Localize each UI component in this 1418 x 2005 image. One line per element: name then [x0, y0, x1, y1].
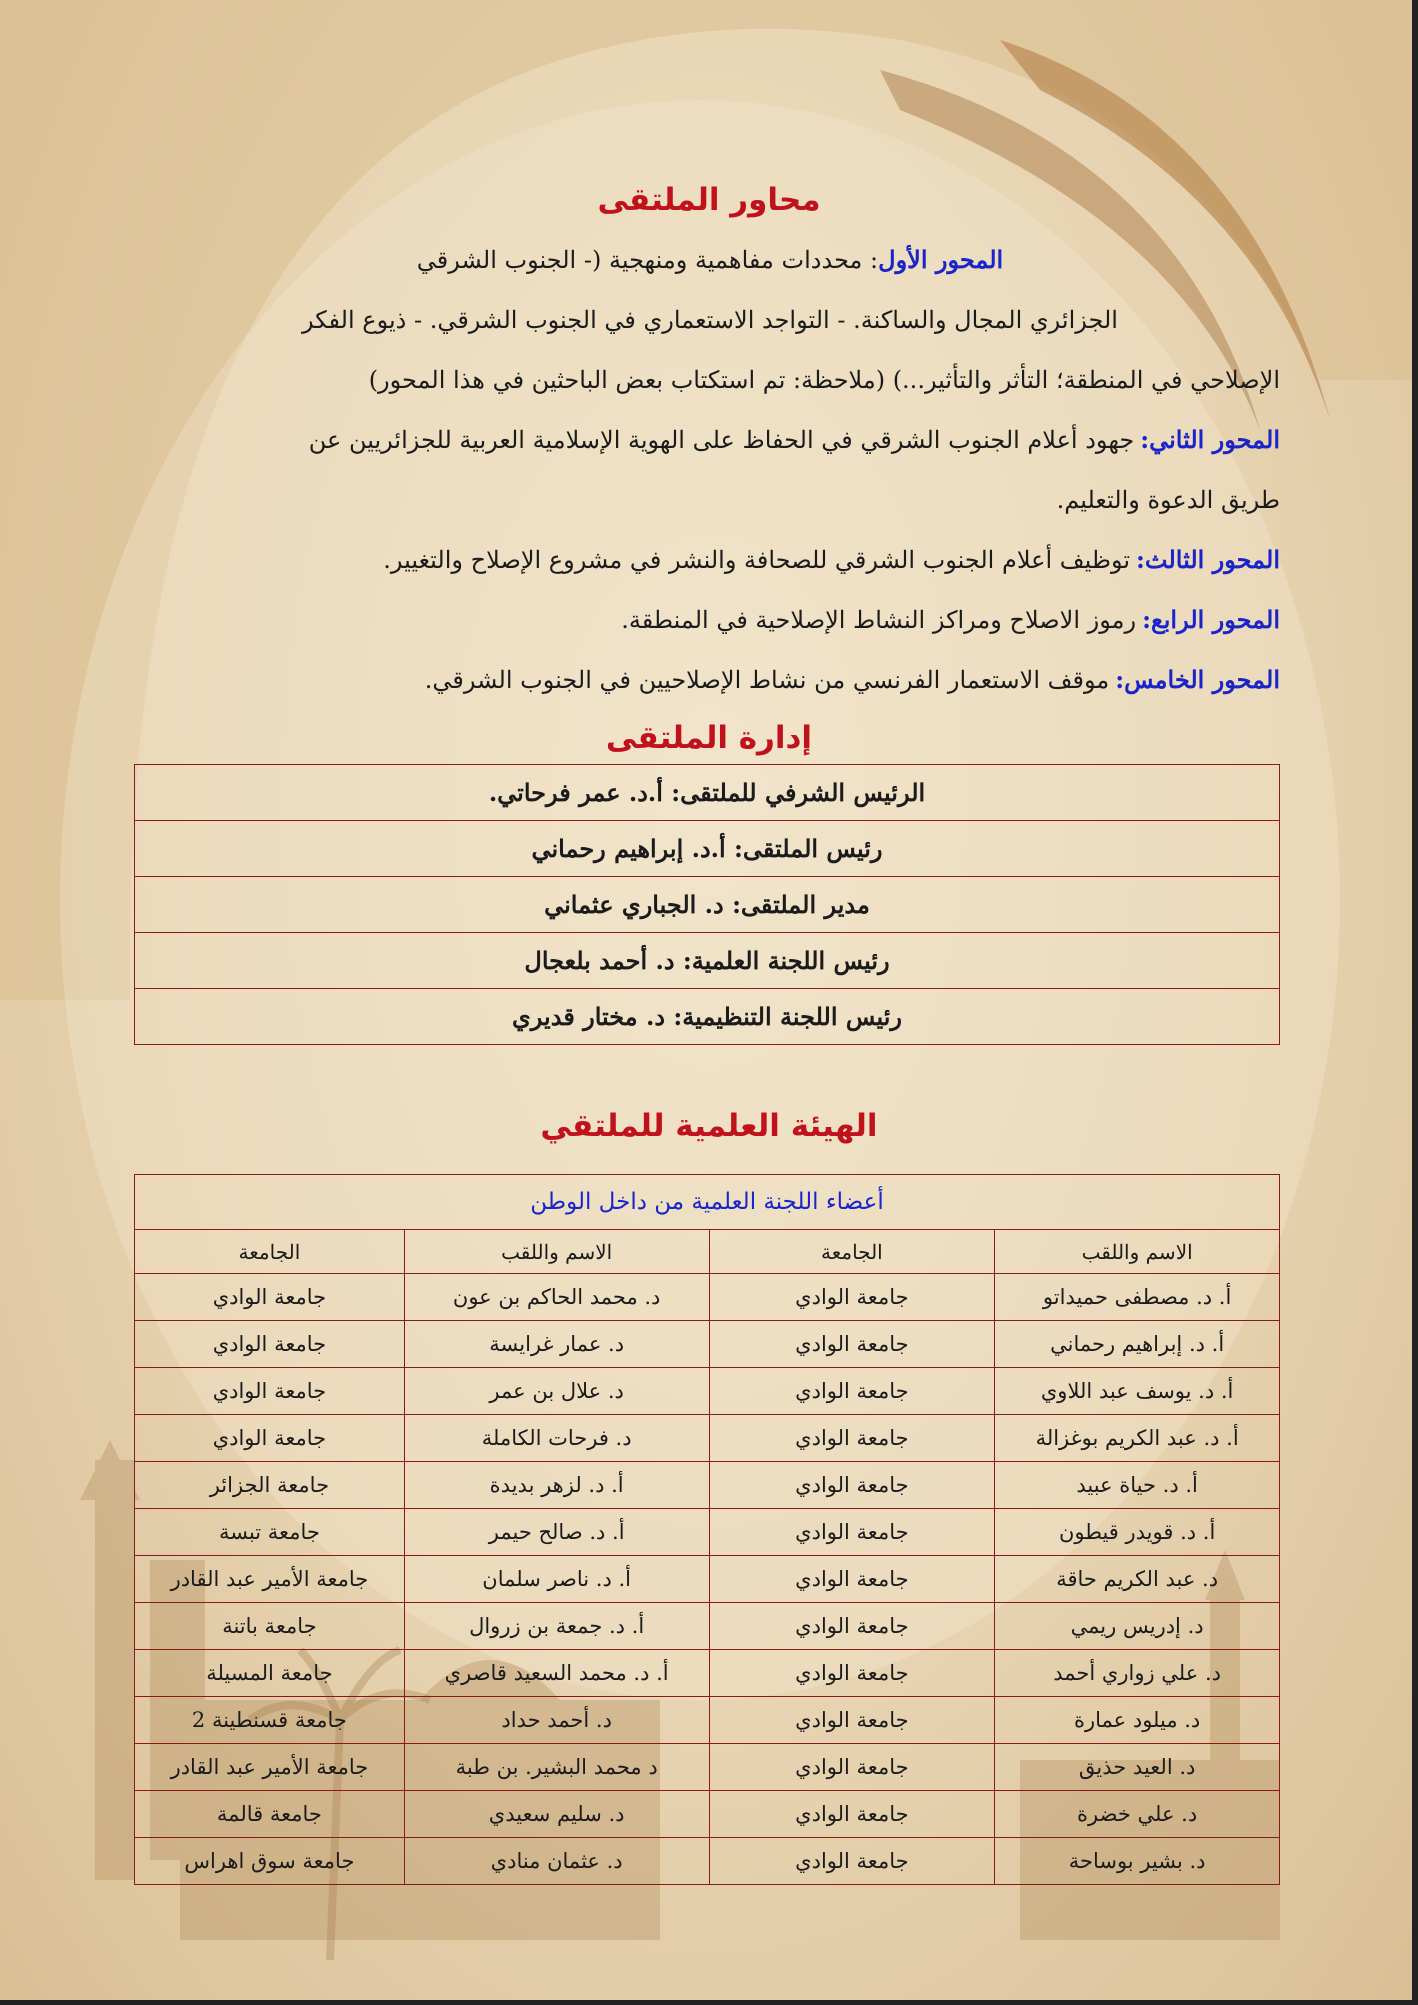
axis1-line1: المحور الأول: محددات مفاهمية ومنهجية (- الجنوب الشرقي: [416, 245, 1004, 274]
axis5-label: المحور الخامس:: [1115, 665, 1280, 694]
table-row: [135, 1462, 1280, 1509]
axis1-line2: الجزائري المجال والساكنة. - التواجد الاستعماري في الجنوب الشرقي. - ذيوع الفكر: [302, 306, 1118, 334]
member-university-2: جامعة الجزائر: [135, 1462, 405, 1509]
scientific-committee-table: [134, 1174, 1280, 1885]
member-name-2: د محمد البشير. بن طبة: [404, 1744, 709, 1791]
member-university-2: جامعة قالمة: [135, 1791, 405, 1838]
axis4-text: رموز الاصلاح ومراكز النشاط الإصلاحية في المنطقة.: [621, 606, 1137, 634]
member-university-1: جامعة الوادي: [709, 1744, 995, 1791]
member-university-2: جامعة باتنة: [135, 1603, 405, 1650]
table-row: [135, 989, 1280, 1045]
member-name-1: أ. د. قويدر قيطون: [995, 1509, 1280, 1556]
member-university-1: جامعة الوادي: [709, 1650, 995, 1697]
table-caption-row: [135, 1175, 1280, 1230]
table-row: [135, 1791, 1280, 1838]
table-row: [135, 877, 1280, 933]
member-university-1: جامعة الوادي: [709, 1556, 995, 1603]
axis1-line3: الإصلاحي في المنطقة؛ التأثر والتأثير...) (ملاحظة: تم استكتاب بعض الباحثين في هذا المحور): [368, 366, 1280, 394]
member-university-2: جامعة سوق اهراس: [135, 1838, 405, 1885]
admin-honorary-president: الرئيس الشرفي للملتقى: أ.د. عمر فرحاتي.: [135, 765, 1280, 821]
administration-title: إدارة الملتقى: [605, 720, 813, 756]
committee-caption: أعضاء اللجنة العلمية من داخل الوطن: [135, 1175, 1280, 1230]
member-name-2: د. علال بن عمر: [404, 1368, 709, 1415]
member-university-2: جامعة الوادي: [135, 1415, 405, 1462]
member-name-1: أ. د. عبد الكريم بوغزالة: [995, 1415, 1280, 1462]
axis2-line2: طريق الدعوة والتعليم.: [1056, 486, 1280, 514]
member-name-2: د. محمد الحاكم بن عون: [404, 1274, 709, 1321]
member-university-1: جامعة الوادي: [709, 1321, 995, 1368]
admin-director: مدير الملتقى: د. الجباري عثماني: [135, 877, 1280, 933]
member-university-2: جامعة المسيلة: [135, 1650, 405, 1697]
table-row: [135, 1509, 1280, 1556]
header-university-1: الجامعة: [709, 1230, 995, 1274]
admin-president: رئيس الملتقى: أ.د. إبراهيم رحماني: [135, 821, 1280, 877]
member-university-1: جامعة الوادي: [709, 1791, 995, 1838]
member-university-1: جامعة الوادي: [709, 1368, 995, 1415]
table-row: [135, 1321, 1280, 1368]
member-name-2: د. عثمان منادي: [404, 1838, 709, 1885]
table-row: [135, 1603, 1280, 1650]
header-name-2: الاسم واللقب: [404, 1230, 709, 1274]
member-name-2: أ. د. محمد السعيد قاصري: [404, 1650, 709, 1697]
table-row: [135, 1697, 1280, 1744]
member-name-1: أ. د. حياة عبيد: [995, 1462, 1280, 1509]
table-row: [135, 1274, 1280, 1321]
axis5-line: [140, 650, 1280, 710]
member-name-2: أ. د. ناصر سلمان: [404, 1556, 709, 1603]
axis2-text: جهود أعلام الجنوب الشرقي في الحفاظ على الهوية الإسلامية العربية للجزائريين عن: [308, 426, 1135, 454]
member-name-1: أ. د. إبراهيم رحماني: [995, 1321, 1280, 1368]
axis2-label: المحور الثاني:: [1140, 425, 1280, 454]
axis3-line: [140, 530, 1280, 590]
axis5-text: موقف الاستعمار الفرنسي من نشاط الإصلاحيين في الجنوب الشرقي.: [424, 666, 1110, 694]
member-university-1: جامعة الوادي: [709, 1697, 995, 1744]
member-name-1: د. بشير بوساحة: [995, 1838, 1280, 1885]
member-university-2: جامعة تبسة: [135, 1509, 405, 1556]
member-name-2: د. أحمد حداد: [404, 1697, 709, 1744]
member-university-2: جامعة الوادي: [135, 1321, 405, 1368]
table-row: [135, 1556, 1280, 1603]
member-name-1: د. علي زواري أحمد: [995, 1650, 1280, 1697]
member-name-1: د. عبد الكريم حاقة: [995, 1556, 1280, 1603]
table-row: [135, 933, 1280, 989]
administration-table: [134, 764, 1280, 1045]
table-row: [135, 1415, 1280, 1462]
admin-organizing-chair: رئيس اللجنة التنظيمية: د. مختار قديري: [135, 989, 1280, 1045]
member-name-2: أ. د. جمعة بن زروال: [404, 1603, 709, 1650]
member-university-2: جامعة الوادي: [135, 1368, 405, 1415]
axis3-text: توظيف أعلام الجنوب الشرقي للصحافة والنشر في مشروع الإصلاح والتغيير.: [383, 546, 1131, 574]
member-name-1: أ. د. مصطفى حميداتو: [995, 1274, 1280, 1321]
axis1-text: محددات مفاهمية ومنهجية (- الجنوب الشرقي: [416, 246, 863, 274]
header-university-2: الجامعة: [135, 1230, 405, 1274]
member-name-1: د. علي خضرة: [995, 1791, 1280, 1838]
scientific-committee-title: الهيئة العلمية للملتقي: [540, 1108, 878, 1144]
table-row: [135, 1744, 1280, 1791]
axis4-label: المحور الرابع:: [1142, 605, 1280, 634]
member-university-1: جامعة الوادي: [709, 1838, 995, 1885]
member-name-1: د. العيد حذيق: [995, 1744, 1280, 1791]
member-name-1: أ. د. يوسف عبد اللاوي: [995, 1368, 1280, 1415]
member-name-2: د. عمار غرايسة: [404, 1321, 709, 1368]
table-row: [135, 821, 1280, 877]
member-university-1: جامعة الوادي: [709, 1274, 995, 1321]
member-name-1: د. ميلود عمارة: [995, 1697, 1280, 1744]
member-name-2: أ. د. صالح حيمر: [404, 1509, 709, 1556]
member-university-1: جامعة الوادي: [709, 1509, 995, 1556]
table-row: [135, 765, 1280, 821]
member-name-1: د. إدريس ريمي: [995, 1603, 1280, 1650]
member-name-2: د. فرحات الكاملة: [404, 1415, 709, 1462]
member-university-2: جامعة الأمير عبد القادر: [135, 1744, 405, 1791]
member-university-1: جامعة الوادي: [709, 1603, 995, 1650]
axes-list: [140, 230, 1280, 710]
member-university-2: جامعة قسنطينة 2: [135, 1697, 405, 1744]
axis2-line1: [140, 410, 1280, 470]
member-name-2: د. سليم سعيدي: [404, 1791, 709, 1838]
member-university-2: جامعة الأمير عبد القادر: [135, 1556, 405, 1603]
admin-scientific-chair: رئيس اللجنة العلمية: د. أحمد بلعجال: [135, 933, 1280, 989]
table-row: [135, 1838, 1280, 1885]
header-name-1: الاسم واللقب: [995, 1230, 1280, 1274]
axes-title: محاور الملتقى: [597, 182, 821, 218]
axis3-label: المحور الثالث:: [1136, 545, 1280, 574]
member-university-1: جامعة الوادي: [709, 1415, 995, 1462]
table-row: [135, 1368, 1280, 1415]
table-row: [135, 1650, 1280, 1697]
axis1-label: المحور الأول: [878, 245, 1004, 274]
table-header-row: [135, 1230, 1280, 1274]
axis4-line: [140, 590, 1280, 650]
member-name-2: أ. د. لزهر بديدة: [404, 1462, 709, 1509]
member-university-1: جامعة الوادي: [709, 1462, 995, 1509]
member-university-2: جامعة الوادي: [135, 1274, 405, 1321]
